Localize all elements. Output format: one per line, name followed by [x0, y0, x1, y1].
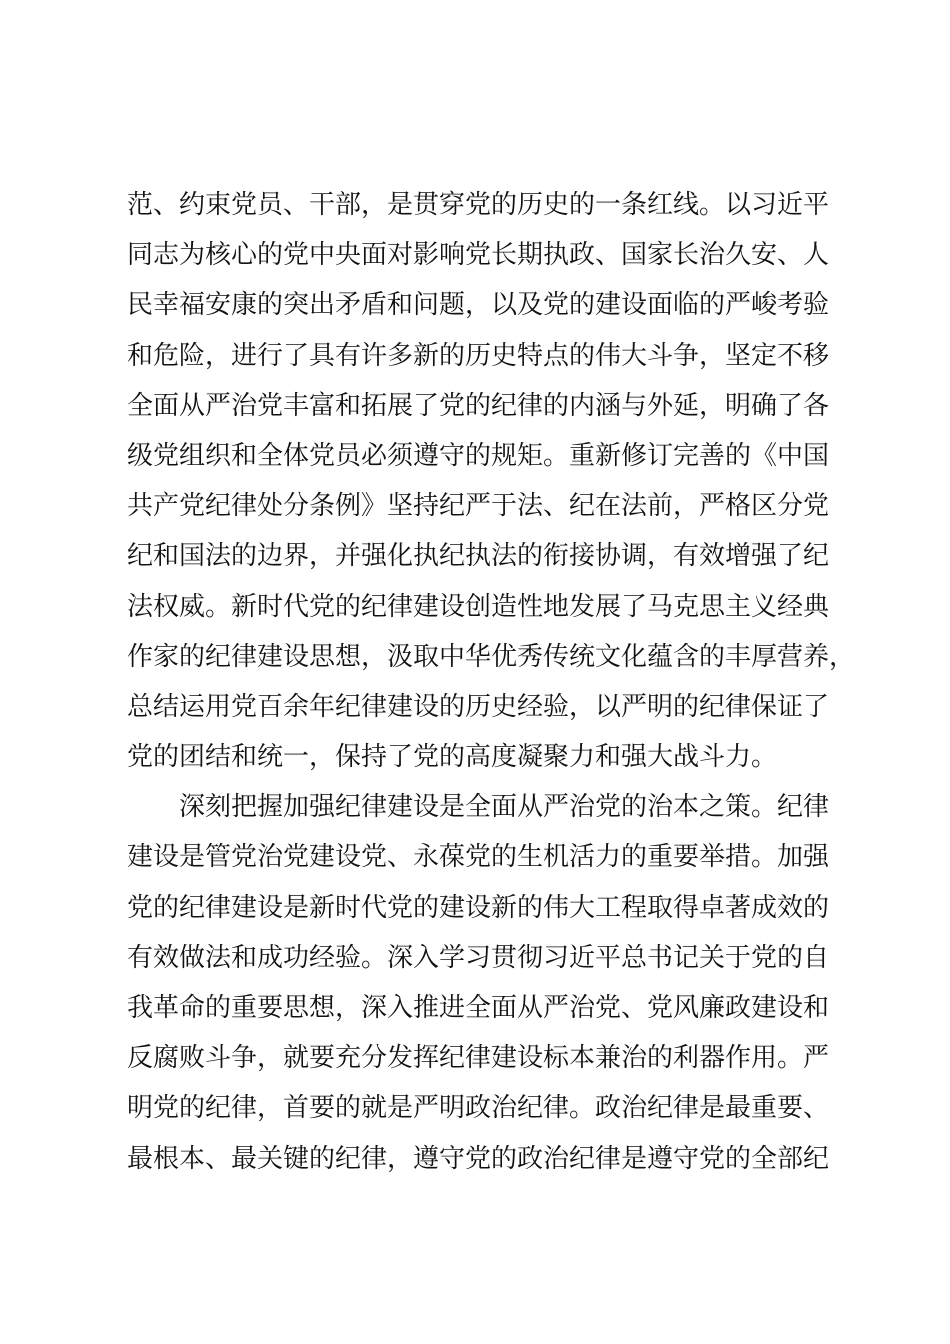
text-line: 同志为核心的党中央面对影响党长期执政、国家长治久安、人: [127, 240, 830, 271]
text-line: 共产党纪律处分条例》坚持纪严于法、纪在法前，严格区分党: [127, 491, 830, 522]
text-line: 民幸福安康的突出矛盾和问题，以及党的建设面临的严峻考验: [127, 290, 830, 321]
text-line: 我革命的重要思想，深入推进全面从严治党、党风廉政建设和: [127, 993, 830, 1023]
text-line: 法权威。新时代党的纪律建设创造性地发展了马克思主义经典: [127, 591, 830, 622]
text-line: 党的纪律建设是新时代党的建设新的伟大工程取得卓著成效的: [127, 892, 830, 923]
text-line: 最根本、最关键的纪律，遵守党的政治纪律是遵守党的全部纪: [127, 1143, 830, 1174]
text-line: 全面从严治党丰富和拓展了党的纪律的内涵与外延，明确了各: [127, 390, 830, 421]
text-line: 深刻把握加强纪律建设是全面从严治党的治本之策。纪律: [179, 792, 830, 823]
text-line: 党的团结和统一，保持了党的高度凝聚力和强大战斗力。: [127, 742, 778, 773]
body-text: [127, 180, 856, 1184]
text-line: 级党组织和全体党员必须遵守的规矩。重新修订完善的《中国: [127, 440, 830, 471]
text-line: 范、约束党员、干部，是贯穿党的历史的一条红线。以习近平: [127, 190, 830, 220]
text-line: 总结运用党百余年纪律建设的历史经验，以严明的纪律保证了: [127, 691, 830, 722]
text-line: 反腐败斗争，就要充分发挥纪律建设标本兼治的利器作用。严: [127, 1043, 830, 1074]
text-line: 建设是管党治党建设党、永葆党的生机活力的重要举措。加强: [127, 842, 830, 873]
text-line: 纪和国法的边界，并强化执纪执法的衔接协调，有效增强了纪: [127, 541, 830, 572]
text-line: 明党的纪律，首要的就是严明政治纪律。政治纪律是最重要、: [127, 1093, 830, 1124]
text-line: 作家的纪律建设思想，汲取中华优秀传统文化蕴含的丰厚营养，: [127, 641, 856, 672]
text-line: 有效做法和成功经验。深入学习贯彻习近平总书记关于党的自: [127, 942, 830, 973]
text-line: 和危险，进行了具有许多新的历史特点的伟大斗争，坚定不移: [127, 340, 830, 371]
